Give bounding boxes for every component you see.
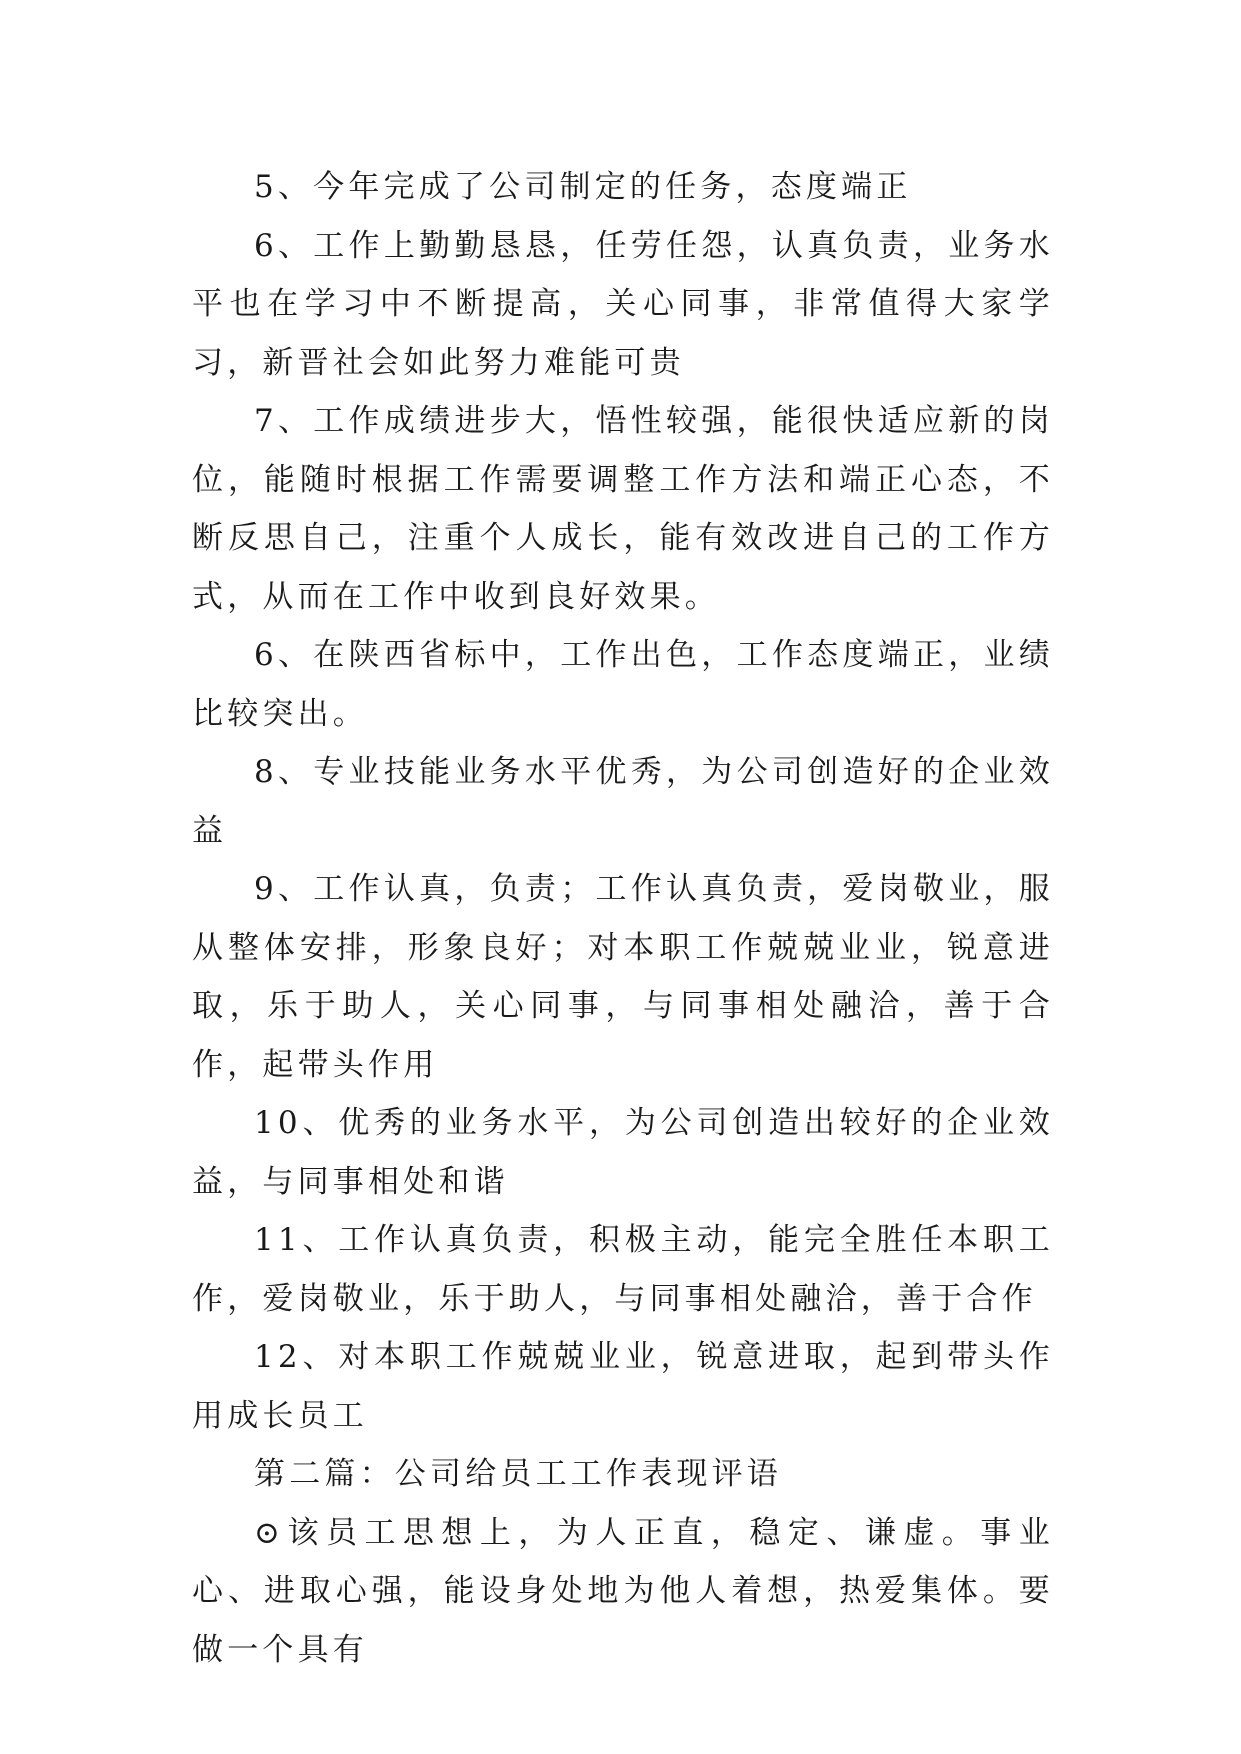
paragraph-item-11: 11、工作认真负责，积极主动，能完全胜任本职工作，爱岗敬业，乐于助人，与同事相处融洽，善于合作 [192,1222,1054,1317]
paragraph-item-6-shaanxi: 6、在陕西省标中，工作出色，工作态度端正，业绩比较突出。 [192,637,1054,732]
paragraph-item-8: 8、专业技能业务水平优秀，为公司创造好的企业效益 [192,754,1054,849]
document-body [192,158,1054,1679]
paragraph-item-5: 5、今年完成了公司制定的任务，态度端正 [254,169,912,205]
paragraph-item-12: 12、对本职工作兢兢业业，锐意进取，起到带头作用成长员工 [192,1339,1054,1434]
section-heading: 第二篇：公司给员工工作表现评语 [254,1456,782,1492]
paragraph-item-9: 9、工作认真，负责；工作认真负责，爱岗敬业，服从整体安排，形象良好；对本职工作兢兢业业，锐意进取，乐于助人，关心同事，与同事相处融洽，善于合作，起带头作用 [192,871,1054,1083]
paragraph-evaluation: ⊙该员工思想上，为人正直，稳定、谦虚。事业心、进取心强，能设身处地为他人着想，热爱集体。要做一个具有 [192,1514,1054,1668]
paragraph-item-10: 10、优秀的业务水平，为公司创造出较好的企业效益，与同事相处和谐 [192,1105,1054,1200]
paragraph-item-6: 6、工作上勤勤恳恳，任劳任怨，认真负责，业务水平也在学习中不断提高，关心同事，非常值得大家学习，新晋社会如此努力难能可贵 [192,227,1054,381]
paragraph-item-7: 7、工作成绩进步大，悟性较强，能很快适应新的岗位，能随时根据工作需要调整工作方法和端正心态，不断反思自己，注重个人成长，能有效改进自己的工作方式，从而在工作中收到良好效果。 [192,403,1054,615]
